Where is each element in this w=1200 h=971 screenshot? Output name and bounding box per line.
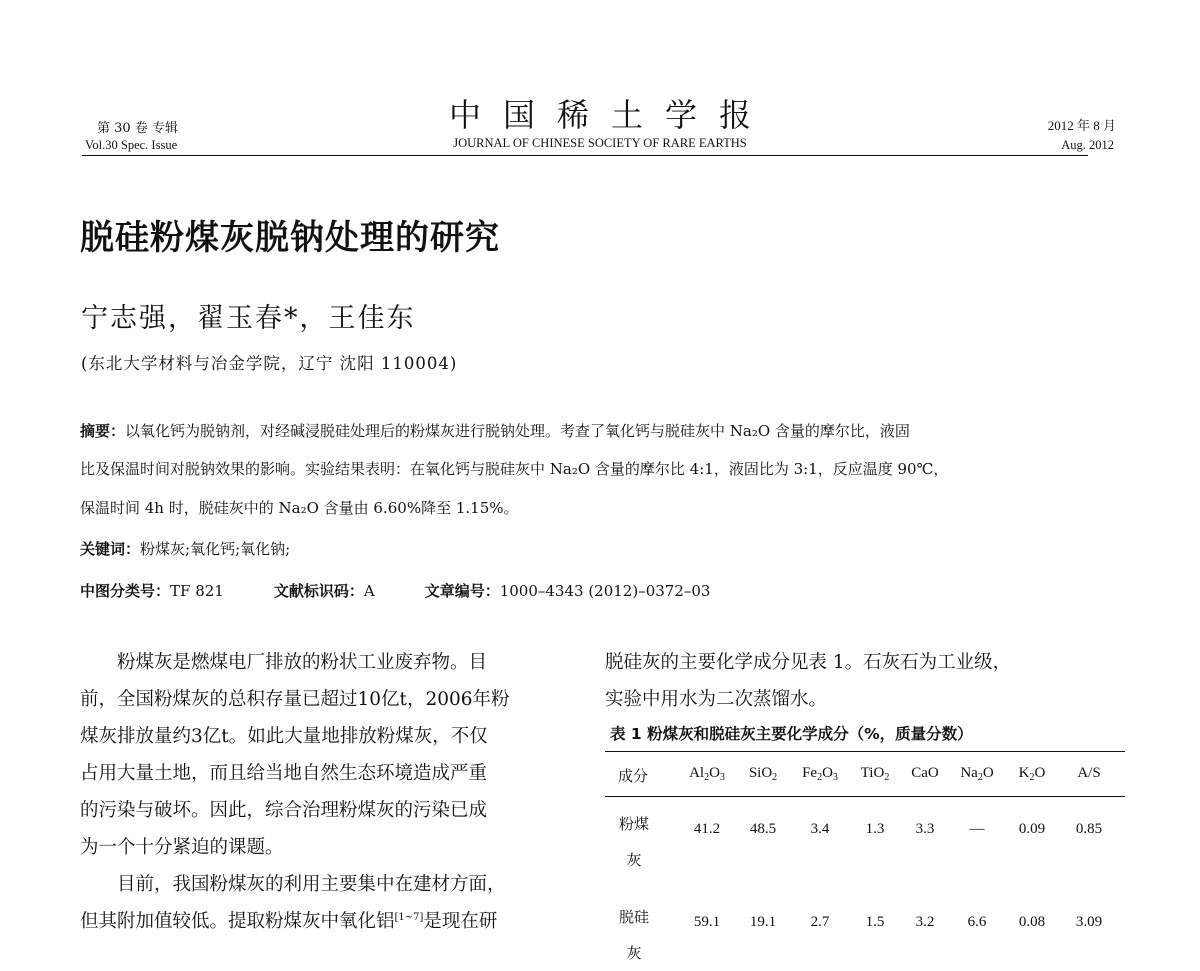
volume-cn: 第 30 卷 专辑: [97, 121, 178, 136]
table-row-label: 脱硅灰: [618, 908, 649, 962]
citation-ref: [1~7]: [394, 911, 424, 923]
body-left-line-5: 的污染与破坏。因此，综合治理粉煤灰的污染已成: [80, 800, 488, 821]
date-cn: 2012 年 8 月: [1047, 118, 1116, 133]
body-left-line-2: 前，全国粉煤灰的总积存量已超过10亿t，2006年粉: [80, 689, 510, 710]
table-cell: 48.5: [749, 821, 777, 837]
table-header-cell: $Fe_2O_3$: [802, 765, 838, 783]
journal-title-cn: 中国稀土学报: [448, 96, 773, 134]
table-row-label: 粉煤灰: [618, 815, 649, 869]
table-cell: 1.3: [865, 821, 885, 837]
body-left-line-6: 为一个十分紧迫的课题。: [80, 837, 284, 858]
abstract-text-1: 以氧化钙为脱钠剂，对经碱浸脱硅处理后的粉煤灰进行脱钠处理。考查了氧化钙与脱硅灰中 Na₂O 含量的摩尔比，液固: [125, 422, 910, 440]
table-cell: 41.2: [693, 821, 721, 837]
body-left-line-7: 目前，我国粉煤灰的利用主要集中在建材方面，: [117, 874, 506, 895]
abstract-line-2: 比及保温时间对脱钠效果的影响。实验结果表明：在氧化钙与脱硅灰中 Na₂O 含量的摩尔比 4:1，液固比为 3:1，反应温度 90℃，: [80, 460, 949, 478]
body-left-line-8: [80, 907, 497, 933]
table-cell: 3.2: [915, 914, 935, 930]
article-no-label: 文章编号：: [424, 582, 500, 600]
table-cell: 2.7: [810, 914, 830, 930]
doc-code-label: 文献标识码：: [273, 582, 364, 600]
body-left-line-3: 煤灰排放量约3亿t。如此大量地排放粉煤灰，不仅: [80, 726, 488, 747]
table-cell: 3.09: [1075, 914, 1103, 930]
table-header-cell: $Al_2O_3$: [689, 765, 725, 783]
clc-label: 中图分类号：: [80, 582, 171, 600]
table-header-cell: SiO$_2$: [748, 765, 778, 783]
table-cell: 59.1: [693, 914, 721, 930]
classification-line: [80, 580, 710, 601]
body-right-line-2: 实验中用水为二次蒸馏水。: [605, 689, 828, 710]
table-header-cell: $Na_2O$: [960, 765, 994, 783]
table-cell: 3.4: [810, 821, 830, 837]
keywords-line: [80, 538, 290, 559]
table-cell: 0.08: [1018, 914, 1046, 930]
table-cell: 1.5: [865, 914, 885, 930]
body-right-line-1: 脱硅灰的主要化学成分见表 1。石灰石为工业级，: [605, 652, 1012, 673]
body-left-line-8-tail: 是现在研: [423, 911, 498, 932]
volume-en: Vol.30 Spec. Issue: [85, 138, 178, 152]
body-left-line-4: 占用大量土地，而且给当地自然生态环境造成严重: [80, 763, 488, 784]
table-header-cell: $K_2O$: [1018, 765, 1046, 783]
body-left-line-1: 粉煤灰是燃煤电厂排放的粉状工业废弃物。目: [117, 652, 488, 673]
abstract-label: 摘要：: [80, 422, 126, 440]
abstract-line-1: [80, 420, 910, 441]
table-header-cell: TiO$_2$: [860, 765, 890, 783]
abstract-line-3: 保温时间 4h 时，脱硅灰中的 Na₂O 含量由 6.60%降至 1.15%。: [80, 499, 519, 517]
table-cell: 0.85: [1075, 821, 1103, 837]
journal-title-en: JOURNAL OF CHINESE SOCIETY OF RARE EARTHS: [453, 136, 747, 150]
table-cell: —: [969, 821, 985, 837]
affiliation: (东北大学材料与冶金学院，辽宁 沈阳 110004): [81, 354, 458, 373]
article-title: 脱硅粉煤灰脱钠处理的研究: [80, 218, 500, 258]
date-en: Aug. 2012: [1061, 138, 1114, 152]
table-top-rule: [605, 751, 1125, 752]
table-header-cell: A/S: [1077, 765, 1101, 781]
table-cell: 0.09: [1018, 821, 1046, 837]
table-cell: 6.6: [967, 914, 987, 930]
article-no-value: 1000–4343 (2012)–0372–03: [499, 582, 711, 600]
table-cell: 3.3: [915, 821, 935, 837]
keywords: 粉煤灰;氧化钙;氧化钠;: [140, 540, 291, 558]
table-caption: 表 1 粉煤灰和脱硅灰主要化学成分（%，质量分数）: [610, 725, 973, 743]
table-header-cell: CaO: [911, 765, 939, 781]
doc-code-value: A: [363, 582, 375, 600]
clc-value: TF 821: [170, 582, 224, 600]
table-cell: 19.1: [749, 914, 777, 930]
authors: 宁志强，翟玉春*，王佳东: [81, 303, 416, 334]
header-rule: [82, 155, 1088, 156]
table-header-cell: 成分: [617, 769, 648, 785]
body-left-line-8-text: 但其附加值较低。提取粉煤灰中氧化铝: [80, 911, 395, 932]
table-header-rule: [605, 796, 1125, 797]
keywords-label: 关键词：: [80, 540, 141, 558]
